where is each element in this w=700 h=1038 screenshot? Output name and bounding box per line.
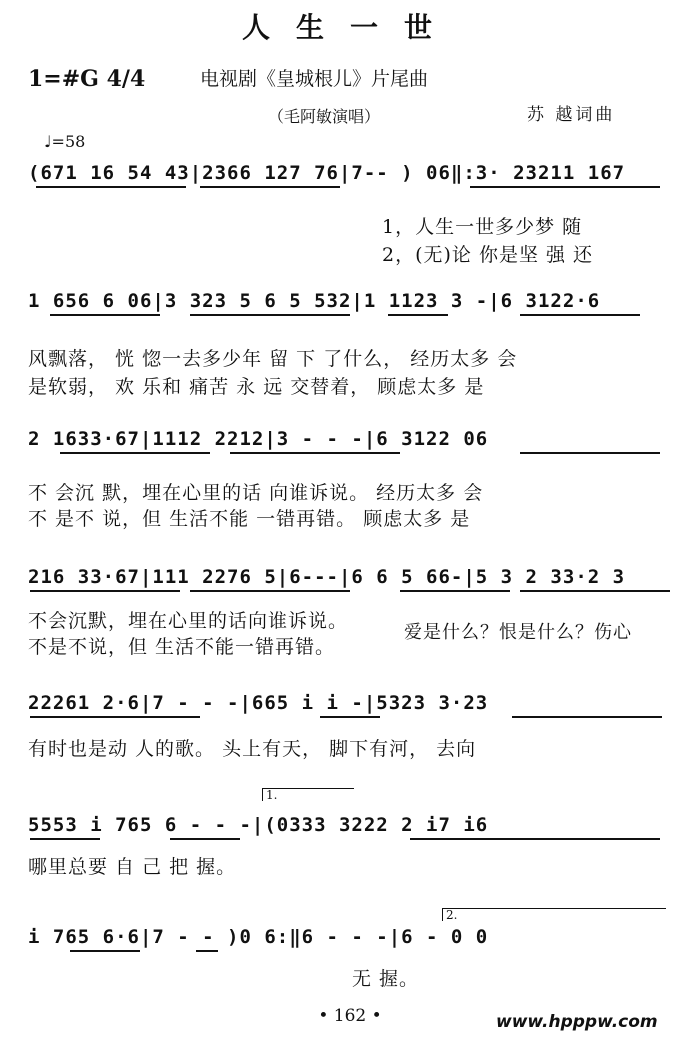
beam-underline (30, 838, 100, 840)
lyric-line-tail: 爱是什么？恨是什么？伤心 (404, 622, 632, 643)
lyric-line: 2，(无)论 你是坚 强 还 (382, 244, 594, 266)
lyric-line: 有时也是动 人的歌。 头上有天， 脚下有河， 去向 (28, 738, 477, 760)
first-ending-bracket: 1. (262, 788, 354, 801)
lyric-line: 不会沉默，埋在心里的话向谁诉说。 (28, 610, 349, 632)
beam-underline (320, 716, 380, 718)
beam-underline (200, 186, 340, 188)
key-signature: 1=#G 4/4 (28, 66, 146, 92)
notation-line: i 765 6·6|7 - - )0 6:‖6 - - -|6 - 0 0 (28, 926, 489, 948)
beam-underline (190, 590, 350, 592)
beam-underline (70, 950, 140, 952)
beam-underline (410, 838, 660, 840)
notation-line: 216 33·67|111 2276 5|6---|6 6 5 66-|5 3 2 33·2 3 (28, 566, 626, 588)
notation-line: 22261 2·6|7 - - -|665 i i -|5323 3·23 (28, 692, 489, 714)
beam-underline (60, 452, 210, 454)
notation-line: (671 16 54 43|2366 127 76|7-- ) 06‖:3· 23211 167 (28, 162, 626, 184)
beam-underline (36, 186, 186, 188)
lyric-line: 不是不说，但 生活不能一错再错。 (28, 636, 336, 658)
beam-underline (520, 452, 660, 454)
beam-underline (170, 838, 240, 840)
lyric-line: 无 握。 (352, 968, 420, 990)
lyric-line: 是软弱， 欢 乐和 痛苦 永 远 交替着， 顾虑太多 是 (28, 376, 485, 398)
beam-underline (520, 590, 670, 592)
tempo-marking: ♩=58 (44, 132, 86, 151)
beam-underline (470, 186, 660, 188)
notation-line: 2 1633·67|1112 2212|3 - - -|6 3122 06 (28, 428, 489, 450)
beam-underline (520, 314, 640, 316)
second-ending-bracket: 2. (442, 908, 666, 921)
watermark: www.hpppw.com (496, 1012, 658, 1032)
beam-underline (196, 950, 218, 952)
notation-line: 5553 i 765 6 - - -|(0333 3222 2 i7 i6 (28, 814, 489, 836)
author-credit: 苏 越词曲 (527, 105, 616, 125)
lyric-line: 1，人生一世多少梦 随 (382, 216, 583, 238)
notation-line: 1 656 6 06|3 323 5 6 5 532|1 1123 3 -|6 3122·6 (28, 290, 601, 312)
lyric-line: 哪里总要 自 己 把 握。 (28, 856, 237, 878)
beam-underline (190, 314, 350, 316)
beam-underline (30, 716, 200, 718)
lyric-line: 不 会沉 默，埋在心里的话 向谁诉说。 经历太多 会 (28, 482, 484, 504)
song-subtitle: 电视剧《皇城根儿》片尾曲 (200, 68, 429, 90)
beam-underline (30, 590, 180, 592)
singer-credit: （毛阿敏演唱） (268, 107, 381, 126)
page-number: • 162 • (318, 1006, 382, 1026)
lyric-line: 不 是不 说，但 生活不能 一错再错。 顾虑太多 是 (28, 508, 471, 530)
beam-underline (512, 716, 662, 718)
beam-underline (400, 590, 510, 592)
lyric-line: 风飘落， 恍 惚一去多少年 留 下 了什么， 经历太多 会 (28, 348, 518, 370)
beam-underline (50, 314, 160, 316)
beam-underline (230, 452, 400, 454)
song-title: 人生一世 (241, 11, 458, 44)
beam-underline (388, 314, 448, 316)
